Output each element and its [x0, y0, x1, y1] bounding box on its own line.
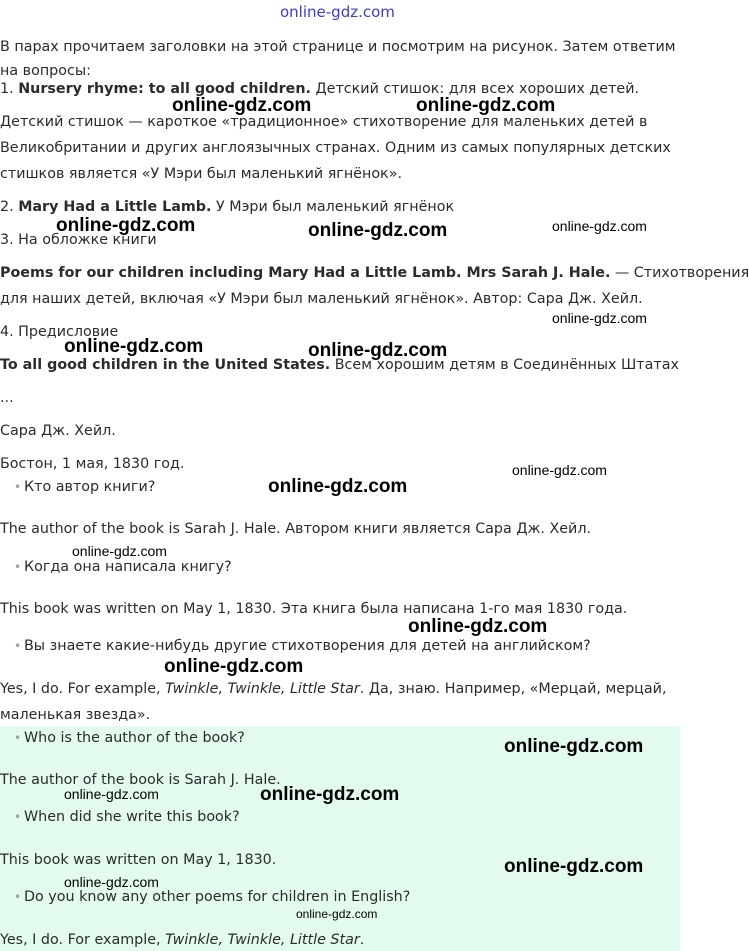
watermark: online-gdz.com [308, 220, 448, 241]
watermark: online-gdz.com [56, 215, 196, 236]
watermark: online-gdz.com [504, 736, 644, 757]
watermark: online-gdz.com [296, 907, 378, 921]
cover-text-line-1: Poems for our children including Mary Had a Little Lamb. Mrs Sarah J. Hale. — Стихотворения [0, 265, 749, 281]
answer-2-en: This book was written on May 1, 1830. [0, 852, 277, 868]
question-1-en: Who is the author of the book? [24, 730, 245, 746]
watermark: online-gdz.com [64, 874, 159, 890]
bullet-icon: • [14, 810, 22, 824]
item-2: 2. Mary Had a Little Lamb. У Мэри был маленький ягнёнок [0, 199, 455, 215]
answer-1-ru: The author of the book is Sarah J. Hale. Автором книги является Сара Дж. Хейл. [0, 521, 592, 537]
para-1-line-2: Великобритании и других англоязычных странах. Одним из самых популярных детских [0, 140, 671, 156]
para-1-line-3: стишков является «У Мэри был маленький ягнёнок». [0, 166, 402, 182]
question-3-ru: Вы знаете какие-нибудь другие стихотворения для детей на английском? [24, 638, 591, 654]
bullet-icon: • [14, 890, 22, 904]
question-2-en: When did she write this book? [24, 809, 240, 825]
watermark: online-gdz.com [552, 310, 647, 326]
watermark: online-gdz.com [504, 856, 644, 877]
answer-1-en: The author of the book is Sarah J. Hale. [0, 772, 281, 788]
answer-3-ru-line-1: Yes, I do. For example, Twinkle, Twinkle, Little Star. Да, знаю. Например, «Мерцай, мерцай, [0, 681, 667, 697]
answer-3-en: Yes, I do. For example, Twinkle, Twinkle, Little Star. [0, 932, 365, 948]
intro-line-2: на вопросы: [0, 63, 91, 79]
date-line: Бостон, 1 мая, 1830 год. [0, 456, 185, 472]
watermark: online-gdz.com [512, 462, 607, 478]
bullet-icon: • [14, 480, 22, 494]
question-1-ru: Кто автор книги? [24, 479, 156, 495]
bullet-icon: • [14, 639, 22, 653]
watermark: online-gdz.com [64, 786, 159, 802]
question-2-ru: Когда она написала книгу? [24, 559, 232, 575]
watermark: online-gdz.com [172, 95, 312, 116]
para-1-line-1: Детский стишок — кароткое «традиционное» стихотворение для маленьких детей в [0, 114, 648, 130]
watermark: online-gdz.com [72, 543, 167, 559]
ellipsis: ... [0, 390, 14, 406]
question-3-en: Do you know any other poems for children in English? [24, 889, 411, 905]
item-3: 3. На обложке книги [0, 232, 157, 248]
signature: Сара Дж. Хейл. [0, 423, 116, 439]
cover-title: Poems for our children including Mary Had a Little Lamb. Mrs Sarah J. Hale. [0, 265, 611, 281]
item-4: 4. Предисловие [0, 324, 119, 340]
intro-line-1: В парах прочитаем заголовки на этой странице и посмотрим на рисунок. Затем ответим [0, 39, 676, 55]
watermark: online-gdz.com [64, 336, 204, 357]
answer-2-ru: This book was written on May 1, 1830. Эта книга была написана 1-го мая 1830 года. [0, 601, 628, 617]
preface-line: To all good children in the United States. Всем хорошим детям в Соединённых Штатах [0, 357, 679, 373]
watermark: online-gdz.com [268, 476, 408, 497]
item-1-title: Nursery rhyme: to all good children. [18, 81, 311, 97]
cover-text-line-2: для наших детей, включая «У Мэри был маленький ягнёнок». Автор: Сара Дж. Хейл. [0, 291, 643, 307]
watermark: online-gdz.com [164, 656, 304, 677]
watermark: online-gdz.com [308, 340, 448, 361]
poem-title-en: Twinkle, Twinkle, Little Star [165, 932, 360, 948]
watermark: online-gdz.com [260, 784, 400, 805]
watermark-top: online-gdz.com [280, 3, 395, 21]
answer-3-ru-line-2: маленькая звезда». [0, 707, 151, 723]
watermark: online-gdz.com [416, 95, 556, 116]
watermark: online-gdz.com [408, 616, 548, 637]
bullet-icon: • [14, 731, 22, 745]
watermark: online-gdz.com [552, 218, 647, 234]
poem-title: Twinkle, Twinkle, Little Star [165, 681, 360, 697]
item-1: 1. Nursery rhyme: to all good children. Детский стишок: для всех хороших детей. [0, 81, 640, 97]
item-2-title: Mary Had a Little Lamb. [18, 199, 212, 215]
bullet-icon: • [14, 560, 22, 574]
preface-title: To all good children in the United States. [0, 357, 331, 373]
